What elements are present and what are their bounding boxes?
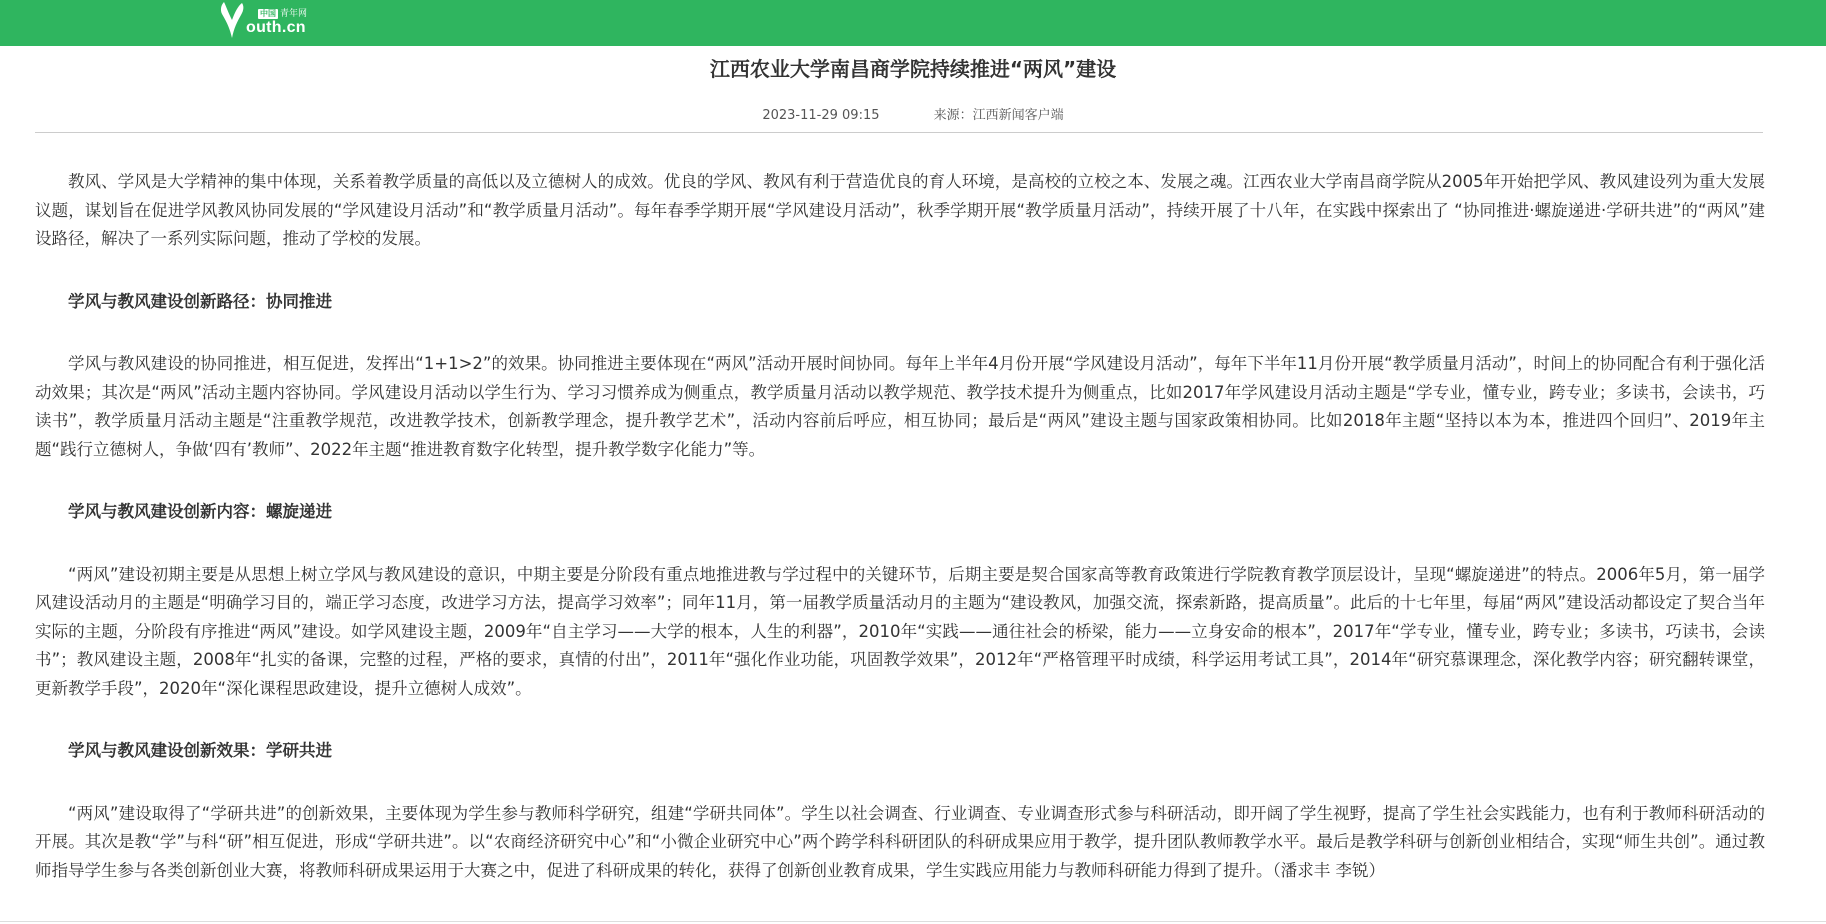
youth-logo-icon [218,0,246,40]
article-body [35,168,1765,885]
publish-date: 2023-11-29 09:15 [762,108,880,123]
logo-english-text: outh.cn [246,19,306,36]
article-source: 来源：江西新闻客户端 [933,108,1064,123]
article-title: 江西农业大学南昌商学院持续推进“两风”建设 [709,57,1117,81]
paragraph-content: “两风”建设初期主要是从思想上树立学风与教风建设的意识，中期主要是分阶段有重点地推进教与学过程中的关键环节，后期主要是契合国家高等教育政策进行学院教育教学顶层设计，呈现“螺旋递进”的特点。2006年5月，第一届学风建设活动月的主题是“明确学习目的，端正学习态度，改进学习方法，提高学习效率”；同年11月，第一届教学质量活动月的主题为“建设教风，加强交流，探索新路，提高质量”。此后的十七年里，每届“两风”建设活动都设定了契合当年实际的主题，分阶段有序推进“两风”建设。如学风建设主题，2009年“自主学习——大学的根本，人生的利器”，2010年“实践——通往社会的桥梁，能力——立身安命的根本”，2017年“学专业，懂专业，跨专业；多读书，巧读书，会读书”；教风建设主题，2008年“扎实的备课，完整的过程，严格的要求，真情的付出”，2011年“强化作业功能，巩固教学效果”，2012年“严格管理平时成绩，科学运用考试工具”，2014年“研究慕课理念，深化教学内容；研究翻转课堂，更新教学手段”，2020年“深化课程思政建设，提升立德树人成效”。 [35,564,1765,698]
section-heading-path: 学风与教风建设创新路径：协同推进 [68,291,332,311]
top-header-bar [0,0,1826,46]
logo-badge: 中国 [260,9,276,18]
article-meta [0,107,1826,125]
logo-brand-row [258,9,307,19]
section-heading-content: 学风与教风建设创新内容：螺旋递进 [68,502,332,521]
paragraph-path: 学风与教风建设的协同推进，相互促进，发挥出“1+1>2”的效果。协同推进主要体现在“两风”活动开展时间协同。每年上半年4月份开展“学风建设月活动”，每年下半年11月份开展“教学质量月活动”，时间上的协同配合有利于强化活动效果；其次是“两风”活动主题内容协同。学风建设月活动以学生行为、学习习惯养成为侧重点，教学质量月活动以教学规范、教学技术提升为侧重点，比如2017年学风建设月活动主题是“学专业，懂专业，跨专业；多读书，会读书，巧读书”，教学质量月活动主题是“注重教学规范，改进教学技术，创新教学理念，提升教学艺术”，活动内容前后呼应，相互协同；最后是“两风”建设主题与国家政策相协同。比如2018年主题“坚持以本为本，推进四个回归”、2019年主题“践行立德树人，争做‘四有’教师”、2022年主题“推进教育数字化转型，提升教学数字化能力”等。 [35,354,1765,459]
title-divider [35,132,1763,133]
bottom-divider [0,921,1826,922]
paragraph-effect: “两风”建设取得了“学研共进”的创新效果，主要体现为学生参与教师科学研究，组建“学研共同体”。学生以社会调查、行业调查、专业调查形式参与科研活动，即开阔了学生视野，提高了学生社会实践能力，也有利于教师科研活动的开展。其次是教“学”与科“研”相互促进，形成“学研共进”。以“农商经济研究中心”和“小微企业研究中心”两个跨学科科研团队的科研成果应用于教学，提升团队教师教学水平。最后是教学科研与创新创业相结合，实现“师生共创”。通过教师指导学生参与各类创新创业大赛，将教师科研成果运用于大赛之中，促进了科研成果的转化，获得了创新创业教育成果，学生实践应用能力与教师科研能力得到了提升。（潘求丰 李锐） [35,803,1765,880]
logo-chinese-text: 青年网 [280,9,308,19]
site-logo[interactable] [218,0,328,46]
section-heading-effect: 学风与教风建设创新效果：学研共进 [68,741,332,760]
paragraph-intro: 教风、学风是大学精神的集中体现，关系着教学质量的高低以及立德树人的成效。优良的学风、教风有利于营造优良的育人环境，是高校的立校之本、发展之魂。江西农业大学南昌商学院从2005年开始把学风、教风建设列为重大发展议题，谋划旨在促进学风教风协同发展的“学风建设月活动”和“教学质量月活动”。每年春季学期开展“学风建设月活动”，秋季学期开展“教学质量月活动”，持续开展了十八年，在实践中探索出了 “协同推进·螺旋递进·学研共进”的“两风”建设路径，解决了一系列实际问题，推动了学校的发展。 [35,172,1765,248]
